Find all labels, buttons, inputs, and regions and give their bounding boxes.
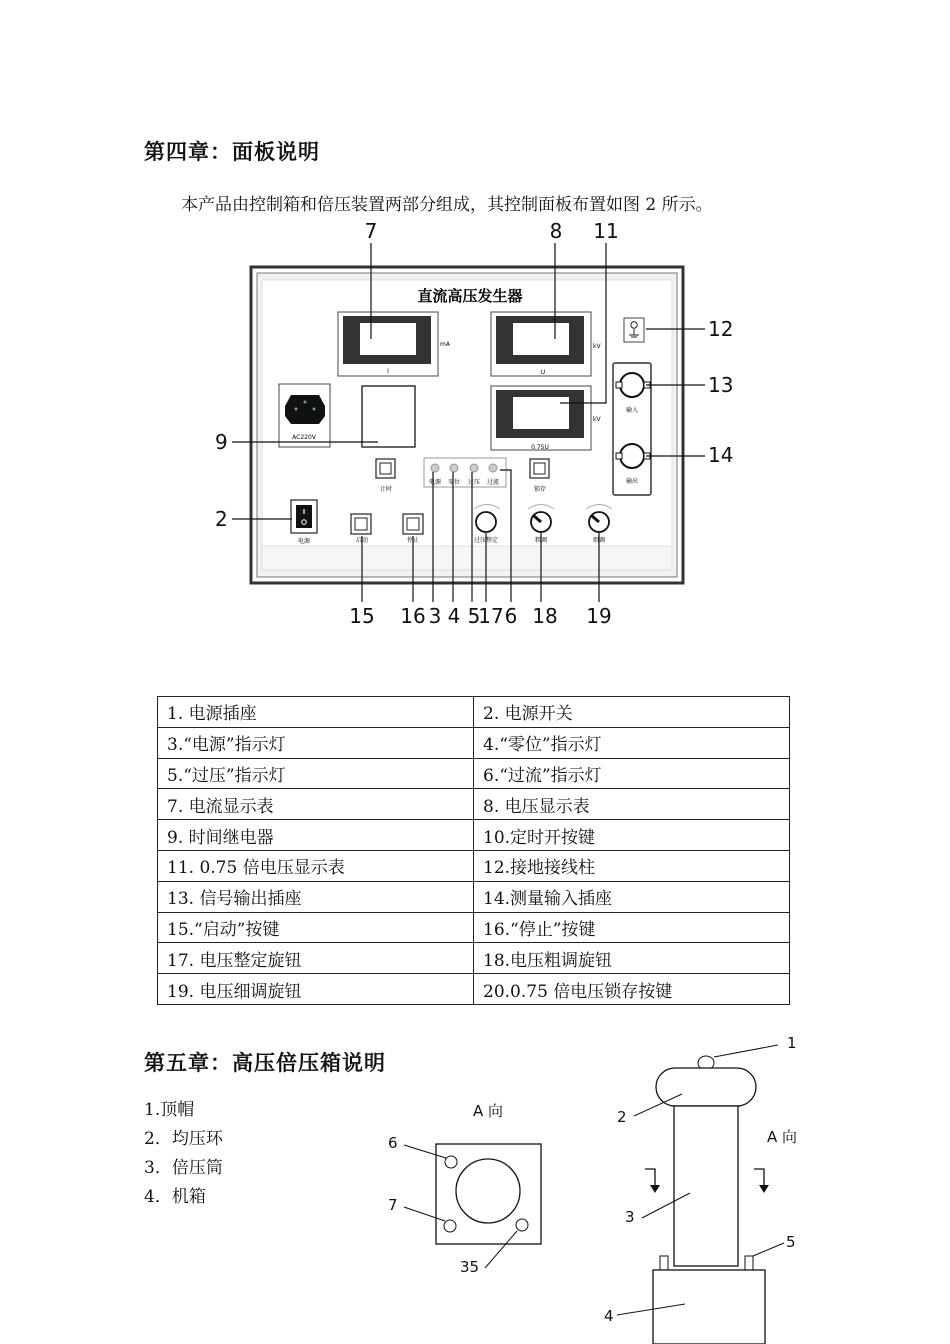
output-jack-label: 输出 xyxy=(625,478,639,485)
indicator-power xyxy=(431,464,439,472)
input-jack xyxy=(620,373,644,397)
svg-text:11: 11 xyxy=(593,219,619,243)
control-panel-diagram xyxy=(0,0,950,660)
timer-button-label: 计时 xyxy=(379,486,393,493)
svg-text:17: 17 xyxy=(478,604,504,628)
table-row: 19. 电压细调旋钮 20.0.75 倍电压锁存按键 xyxy=(158,974,790,1005)
a-view-label: A 向 xyxy=(472,1102,504,1120)
svg-text:18: 18 xyxy=(532,604,558,628)
chapter5-title: 第五章：高压倍压箱说明 xyxy=(144,1051,386,1075)
list-item: 4．机箱 xyxy=(144,1187,206,1207)
voltage075-meter-unit: kV xyxy=(593,416,601,423)
svg-text:16: 16 xyxy=(400,604,426,628)
socket-label: AC220V xyxy=(292,434,316,441)
list-item: 2．均压环 xyxy=(144,1129,223,1149)
power-switch-label: 电源 xyxy=(297,538,311,545)
svg-text:6: 6 xyxy=(388,1134,398,1152)
lock-button-label: 锁存 xyxy=(533,486,547,493)
voltage075-meter-caption: 0.75U xyxy=(531,444,549,451)
multiplier-tube xyxy=(674,1106,738,1266)
overvoltage-knob-label: 过压整定 xyxy=(473,537,499,544)
table-row: 13. 信号输出插座 14.测量输入插座 xyxy=(158,881,790,912)
time-relay xyxy=(362,386,415,447)
panel-title: 直流高压发生器 xyxy=(417,287,523,305)
table-row: 5.“过压”指示灯 6.“过流”指示灯 xyxy=(158,758,790,789)
svg-text:零位: 零位 xyxy=(447,479,461,486)
table-row: 7. 电流显示表 8. 电压显示表 xyxy=(158,789,790,820)
svg-text:13: 13 xyxy=(708,373,734,397)
current-meter-unit: mA xyxy=(440,341,450,348)
svg-text:35: 35 xyxy=(460,1258,480,1276)
voltage-meter-unit: kV xyxy=(593,343,601,350)
svg-text:5: 5 xyxy=(786,1233,796,1251)
grading-ring xyxy=(656,1068,756,1106)
svg-text:2: 2 xyxy=(215,507,228,531)
multiplier-diagram xyxy=(0,1020,950,1344)
svg-text:6: 6 xyxy=(504,604,518,628)
svg-text:3: 3 xyxy=(428,604,442,628)
chassis xyxy=(653,1270,765,1344)
current-meter-caption: I xyxy=(387,368,389,375)
table-row: 15.“启动”按键 16.“停止”按键 xyxy=(158,912,790,943)
indicator-overcurrent xyxy=(489,464,497,472)
svg-text:5: 5 xyxy=(467,604,481,628)
fine-knob-label: 细调 xyxy=(592,537,606,544)
list-item: 3．倍压筒 xyxy=(144,1158,223,1178)
svg-text:14: 14 xyxy=(708,443,734,467)
table-row: 1. 电源插座 2. 电源开关 xyxy=(158,697,790,728)
a-direction-label: A 向 xyxy=(767,1128,798,1146)
table-row: 11. 0.75 倍电压显示表 12.接地接线柱 xyxy=(158,850,790,881)
svg-text:7: 7 xyxy=(388,1196,398,1214)
parts-table xyxy=(157,696,790,1005)
svg-text:过流: 过流 xyxy=(486,479,500,486)
table-row: 17. 电压整定旋钮 18.电压粗调旋钮 xyxy=(158,943,790,974)
indicator-zero xyxy=(450,464,458,472)
stop-button-label: 停止 xyxy=(406,537,420,544)
svg-text:过压: 过压 xyxy=(467,479,481,486)
svg-text:3: 3 xyxy=(625,1208,635,1226)
table-row: 9. 时间继电器 10.定时开按键 xyxy=(158,820,790,851)
svg-text:7: 7 xyxy=(364,219,378,243)
indicator-overvoltage xyxy=(470,464,478,472)
svg-text:4: 4 xyxy=(604,1307,614,1325)
svg-text:9: 9 xyxy=(215,430,228,454)
table-row: 3.“电源”指示灯 4.“零位”指示灯 xyxy=(158,727,790,758)
svg-text:4: 4 xyxy=(447,604,461,628)
input-jack-label: 输入 xyxy=(625,407,639,414)
chapter4-title: 第四章：面板说明 xyxy=(144,140,320,164)
start-button-label: 启动 xyxy=(355,537,369,544)
coarse-knob-label: 粗调 xyxy=(534,537,548,544)
svg-text:电源: 电源 xyxy=(428,479,442,486)
list-item: 1.顶帽 xyxy=(144,1100,195,1120)
svg-text:1: 1 xyxy=(787,1034,797,1052)
svg-text:8: 8 xyxy=(549,219,563,243)
svg-text:19: 19 xyxy=(586,604,612,628)
voltage-meter-caption: U xyxy=(540,369,546,376)
chapter4-intro: 本产品由控制箱和倍压装置两部分组成，其控制面板布置如图 2 所示。 xyxy=(181,195,713,215)
output-jack xyxy=(620,444,644,468)
svg-text:2: 2 xyxy=(617,1108,627,1126)
overvoltage-knob xyxy=(476,512,496,532)
svg-text:12: 12 xyxy=(708,317,734,341)
svg-text:15: 15 xyxy=(349,604,375,628)
